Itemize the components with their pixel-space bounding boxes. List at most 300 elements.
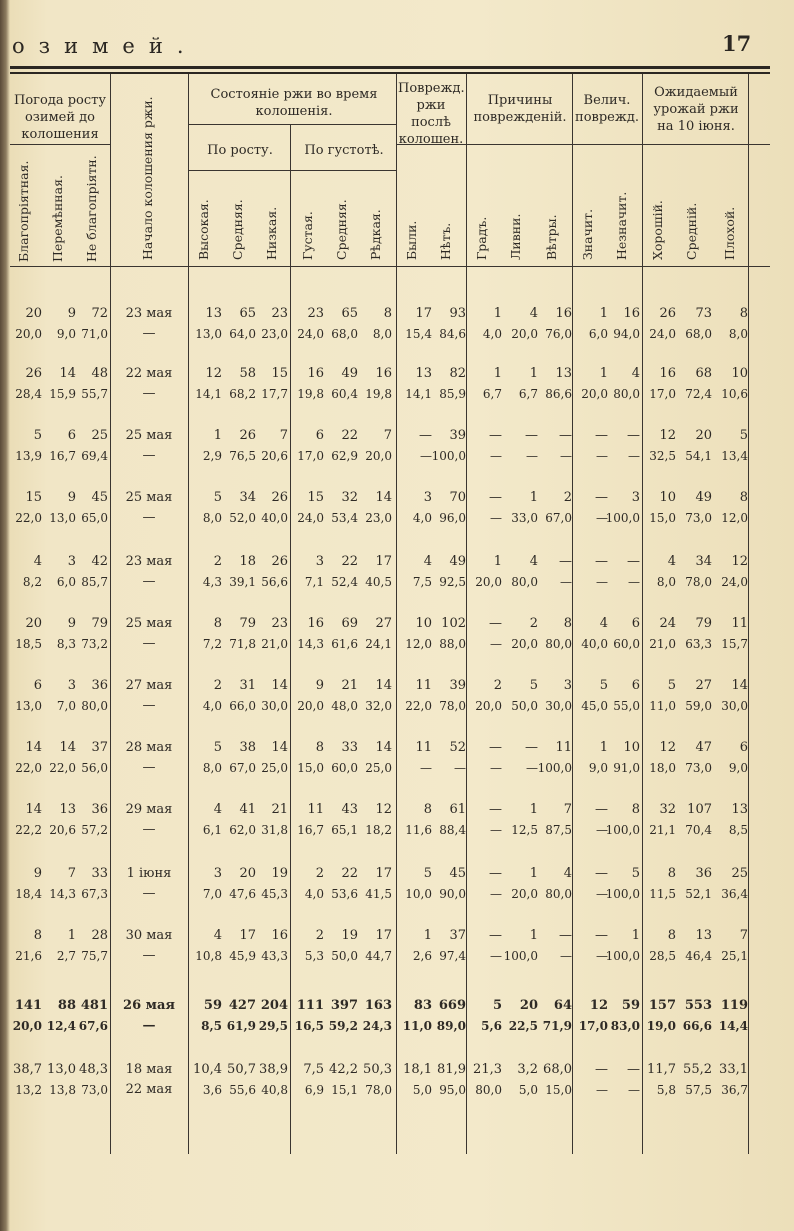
- cell-percent: 15,0: [545, 1083, 572, 1097]
- table-cell: [68, 1052, 108, 1108]
- cell-count: 11: [731, 616, 748, 631]
- cell-percent: 20,0: [581, 387, 608, 401]
- cell-percent: 8,0: [202, 511, 222, 525]
- table-cell: [68, 668, 108, 724]
- table-cell: [352, 606, 392, 662]
- cell-count: 1: [67, 928, 76, 943]
- cell-percent: 21,0: [649, 637, 676, 651]
- cell-percent: 71,9: [542, 1019, 572, 1033]
- date-cell: [112, 730, 186, 786]
- cell-count: 4: [213, 802, 222, 817]
- table-cell: [636, 606, 676, 662]
- table-cell: [68, 296, 108, 352]
- cell-count: 481: [80, 998, 108, 1013]
- cell-count: —: [595, 866, 608, 881]
- cell-percent: 16,5: [294, 1019, 324, 1033]
- cell-count: 15: [271, 366, 288, 381]
- cell-count: 17: [415, 306, 432, 321]
- date-cell: [112, 792, 186, 848]
- cell-count: 52: [449, 740, 466, 755]
- cell-percent: 45,9: [229, 949, 256, 963]
- cell-percent: 5,6: [481, 1019, 502, 1033]
- cell-count: 11,7: [647, 1062, 676, 1077]
- cell-count: 34: [695, 554, 712, 569]
- table-cell: [352, 418, 392, 474]
- table-cell: [708, 544, 748, 600]
- heading-start-date-secondary: —: [142, 1018, 156, 1033]
- cell-percent: 86,6: [545, 387, 572, 401]
- heading-start-date-secondary: —: [142, 698, 156, 713]
- table-cell: [672, 296, 712, 352]
- heading-start-date: 28 мая: [125, 740, 173, 755]
- cell-count: 14: [59, 366, 76, 381]
- cell-count: 69: [341, 616, 358, 631]
- cell-percent: 66,6: [682, 1019, 712, 1033]
- cell-count: 16: [659, 366, 676, 381]
- cell-percent: 71,0: [81, 327, 108, 341]
- cell-count: 10: [623, 740, 640, 755]
- table-cell: [352, 1052, 392, 1108]
- cell-count: 39: [449, 428, 466, 443]
- cell-percent: 73,0: [685, 761, 712, 775]
- col-header-damage-yes: Были.: [404, 220, 419, 260]
- cell-percent: 45,3: [261, 887, 288, 901]
- cell-count: 2: [315, 928, 324, 943]
- cell-count: 49: [695, 490, 712, 505]
- cell-percent: —: [490, 511, 502, 525]
- cell-count: 553: [684, 998, 712, 1013]
- cell-percent: 24,0: [297, 511, 324, 525]
- cell-percent: —: [560, 949, 572, 963]
- yield-group-header: Ожидаемый урожай ржи на 10 іюня.: [653, 85, 739, 134]
- cell-count: 6: [631, 616, 640, 631]
- table-row: [0, 730, 794, 790]
- table-cell: [68, 356, 108, 412]
- cell-count: 21,3: [473, 1062, 502, 1077]
- cell-count: —: [489, 490, 502, 505]
- cell-percent: 12,5: [511, 823, 538, 837]
- heading-start-date-secondary: —: [142, 636, 156, 651]
- cell-count: 20: [519, 998, 538, 1013]
- cell-count: 13,0: [47, 1062, 76, 1077]
- cell-count: 10: [415, 616, 432, 631]
- cell-percent: 52,4: [331, 575, 358, 589]
- cell-percent: 4,0: [304, 887, 324, 901]
- cell-count: 20: [239, 866, 256, 881]
- table-cell: [672, 356, 712, 412]
- cell-count: —: [489, 928, 502, 943]
- cell-percent: 44,7: [365, 949, 392, 963]
- cell-percent: 80,0: [545, 637, 572, 651]
- cell-percent: 61,6: [331, 637, 358, 651]
- col-header-cause-rain: Ливни.: [508, 213, 523, 260]
- cell-percent: 40,0: [261, 511, 288, 525]
- cell-count: 65: [341, 306, 358, 321]
- cell-percent: 6,9: [304, 1083, 324, 1097]
- cell-percent: 3,6: [202, 1083, 222, 1097]
- cell-percent: 68,0: [331, 327, 358, 341]
- col-header-damage-no: Нѣтъ.: [438, 222, 453, 260]
- heading-start-date: 25 мая: [125, 490, 173, 505]
- table-cell: [68, 730, 108, 786]
- cell-percent: 20,0: [511, 327, 538, 341]
- table-cell: [352, 668, 392, 724]
- cell-percent: 24,0: [297, 327, 324, 341]
- table-cell: [248, 988, 288, 1044]
- table-cell: [426, 668, 466, 724]
- cell-percent: 96,0: [439, 511, 466, 525]
- cell-count: 58: [239, 366, 256, 381]
- cell-count: 1: [529, 366, 538, 381]
- cell-count: 8: [423, 802, 432, 817]
- cell-percent: 80,0: [511, 575, 538, 589]
- table-cell: [352, 988, 392, 1044]
- cell-percent: 20,0: [297, 699, 324, 713]
- cell-count: 5: [529, 678, 538, 693]
- cell-percent: 2,7: [56, 949, 76, 963]
- table-cell: [532, 988, 572, 1044]
- cell-percent: 22,0: [49, 761, 76, 775]
- table-cell: [600, 730, 640, 786]
- table-cell: [600, 544, 640, 600]
- cell-count: 5: [423, 866, 432, 881]
- heading-start-date: 25 мая: [125, 428, 173, 443]
- cell-count: 6: [67, 428, 76, 443]
- cell-count: 23: [307, 306, 324, 321]
- cell-percent: 33,0: [511, 511, 538, 525]
- cell-count: 4: [33, 554, 42, 569]
- table-cell: [248, 792, 288, 848]
- cell-count: 25: [91, 428, 108, 443]
- col-header-growth-high: Высокая.: [196, 199, 211, 260]
- cell-percent: 5,8: [656, 1083, 676, 1097]
- cell-percent: 66,0: [229, 699, 256, 713]
- cell-percent: —: [596, 1083, 608, 1097]
- cell-count: 24: [659, 616, 676, 631]
- table-cell: [68, 606, 108, 662]
- cell-percent: 13,9: [15, 449, 42, 463]
- table-cell: [248, 356, 288, 412]
- cell-count: 22: [341, 554, 358, 569]
- heading-start-date: 22 мая: [125, 366, 173, 381]
- cell-count: 16: [307, 366, 324, 381]
- cell-count: 81,9: [437, 1062, 466, 1077]
- table-cell: [462, 730, 502, 786]
- cell-count: 38: [239, 740, 256, 755]
- heading-start-date: 25 мая: [125, 616, 173, 631]
- heading-start-date: 27 мая: [125, 678, 173, 693]
- cell-count: 17: [375, 554, 392, 569]
- cell-count: 16: [555, 306, 572, 321]
- cell-count: 2: [529, 616, 538, 631]
- cell-percent: 11,0: [402, 1019, 432, 1033]
- cell-count: 38,7: [13, 1062, 42, 1077]
- cell-count: 31: [239, 678, 256, 693]
- cell-count: 11: [555, 740, 572, 755]
- cell-count: —: [595, 490, 608, 505]
- cell-count: 7: [67, 866, 76, 881]
- cell-percent: 91,0: [613, 761, 640, 775]
- cell-count: 23: [271, 306, 288, 321]
- cell-percent: 100,0: [605, 823, 640, 837]
- cell-percent: —: [420, 449, 432, 463]
- cell-count: 37: [91, 740, 108, 755]
- cell-percent: 6,0: [56, 575, 76, 589]
- cell-count: —: [419, 428, 432, 443]
- table-cell: [462, 480, 502, 536]
- cell-count: 13: [555, 366, 572, 381]
- cell-percent: 36,7: [721, 1083, 748, 1097]
- table-cell: [248, 296, 288, 352]
- table-row: [0, 296, 794, 356]
- cell-percent: —: [526, 449, 538, 463]
- cell-count: 3: [563, 678, 572, 693]
- table-cell: [529, 918, 572, 974]
- table-cell: [672, 606, 712, 662]
- cell-count: 5: [33, 428, 42, 443]
- cell-count: 73: [695, 306, 712, 321]
- cell-count: 163: [364, 998, 392, 1013]
- cell-percent: 17,0: [297, 449, 324, 463]
- cell-count: —: [627, 554, 640, 569]
- cell-percent: 94,0: [613, 327, 640, 341]
- cell-percent: 17,7: [261, 387, 288, 401]
- cell-percent: 18,0: [649, 761, 676, 775]
- cell-percent: 6,1: [202, 823, 222, 837]
- cell-count: 8: [631, 802, 640, 817]
- table-row: [0, 418, 794, 478]
- cell-percent: 22,0: [15, 761, 42, 775]
- cell-count: 1: [213, 428, 222, 443]
- cell-percent: 80,0: [81, 699, 108, 713]
- cell-percent: 67,0: [545, 511, 572, 525]
- cell-count: 2: [315, 866, 324, 881]
- cell-percent: —: [490, 637, 502, 651]
- cell-count: 65: [239, 306, 256, 321]
- cell-percent: 22,0: [405, 699, 432, 713]
- cell-percent: 7,1: [304, 575, 324, 589]
- cell-percent: 18,2: [365, 823, 392, 837]
- cell-count: —: [559, 428, 572, 443]
- cell-percent: —: [490, 823, 502, 837]
- cell-percent: 40,0: [581, 637, 608, 651]
- cell-count: 79: [239, 616, 256, 631]
- cell-percent: 21,0: [261, 637, 288, 651]
- cell-percent: 89,0: [436, 1019, 466, 1033]
- table-row: [0, 988, 794, 1048]
- cell-percent: 32,0: [365, 699, 392, 713]
- cell-percent: 73,0: [685, 511, 712, 525]
- col-header-size-major: Значит.: [580, 208, 595, 260]
- table-cell: [529, 668, 572, 724]
- cell-percent: 17,0: [578, 1019, 608, 1033]
- cell-percent: 24,1: [365, 637, 392, 651]
- header-bottom-rule: [10, 266, 770, 267]
- table-cell: [426, 1052, 466, 1108]
- table-cell: [636, 668, 676, 724]
- table-cell: [352, 792, 392, 848]
- cell-percent: 45,0: [581, 699, 608, 713]
- cell-count: 3: [67, 678, 76, 693]
- cell-percent: 62,9: [331, 449, 358, 463]
- table-cell: [600, 668, 640, 724]
- table-cell: [352, 856, 392, 912]
- cell-percent: 8,3: [56, 637, 76, 651]
- cell-percent: 14,1: [405, 387, 432, 401]
- cell-percent: 20,0: [511, 887, 538, 901]
- cell-percent: 76,0: [545, 327, 572, 341]
- cell-count: 14: [375, 490, 392, 505]
- cell-count: 1: [631, 928, 640, 943]
- cell-count: 1: [493, 554, 502, 569]
- cell-count: 70: [449, 490, 466, 505]
- cell-count: 4: [563, 866, 572, 881]
- cell-count: 7: [279, 428, 288, 443]
- cell-percent: 100,0: [605, 949, 640, 963]
- cell-percent: 65,1: [331, 823, 358, 837]
- cell-percent: 15,1: [331, 1083, 358, 1097]
- cell-count: 59: [203, 998, 222, 1013]
- cell-percent: 20,0: [365, 449, 392, 463]
- cell-percent: 7,5: [412, 575, 432, 589]
- table-cell: [672, 792, 712, 848]
- cell-percent: 95,0: [439, 1083, 466, 1097]
- cell-count: 5: [631, 866, 640, 881]
- cell-count: 5: [739, 428, 748, 443]
- cell-percent: 55,6: [229, 1083, 256, 1097]
- cell-percent: 76,5: [229, 449, 256, 463]
- table-cell: [636, 480, 676, 536]
- col-header-weather-good: Благопріятная.: [16, 160, 31, 262]
- cell-percent: 24,3: [362, 1019, 392, 1033]
- table-cell: [68, 544, 108, 600]
- date-cell: [112, 296, 186, 352]
- cell-percent: 11,5: [649, 887, 676, 901]
- heading-start-date: 23 мая: [125, 306, 173, 321]
- cell-count: 4: [631, 366, 640, 381]
- cell-count: 9: [33, 866, 42, 881]
- table-cell: [636, 1052, 676, 1108]
- cell-percent: 59,0: [685, 699, 712, 713]
- table-cell: [352, 544, 392, 600]
- cell-count: 8: [33, 928, 42, 943]
- cell-count: 36: [91, 802, 108, 817]
- cell-percent: —: [560, 575, 572, 589]
- cell-count: 19: [271, 866, 288, 881]
- cell-percent: 67,6: [78, 1019, 108, 1033]
- cell-percent: —: [596, 449, 608, 463]
- cell-percent: 20,6: [261, 449, 288, 463]
- cell-percent: 50,0: [511, 699, 538, 713]
- table-cell: [672, 918, 712, 974]
- cell-percent: 57,5: [685, 1083, 712, 1097]
- table-cell: [672, 730, 712, 786]
- cell-count: 26: [271, 554, 288, 569]
- cell-count: —: [595, 1062, 608, 1077]
- weather-group-header: Погода росту озимей до колошения: [14, 93, 106, 142]
- cell-percent: —: [628, 1083, 640, 1097]
- table-cell: [529, 792, 572, 848]
- table-cell: [426, 730, 466, 786]
- table-cell: [636, 544, 676, 600]
- cell-percent: 68,2: [229, 387, 256, 401]
- heading-start-date-secondary: —: [142, 574, 156, 589]
- cell-count: 1: [529, 802, 538, 817]
- cell-percent: 43,3: [261, 949, 288, 963]
- col-header-cause-wind: Вѣтры.: [544, 214, 559, 260]
- table-cell: [462, 668, 502, 724]
- growth-subrule: [188, 170, 396, 171]
- cell-percent: 80,0: [545, 887, 572, 901]
- cell-count: 1: [529, 866, 538, 881]
- cell-count: 9: [67, 616, 76, 631]
- table-cell: [600, 418, 640, 474]
- cell-percent: 48,0: [331, 699, 358, 713]
- cell-count: 14: [731, 678, 748, 693]
- cell-percent: 31,8: [261, 823, 288, 837]
- table-cell: [636, 856, 676, 912]
- table-cell: [672, 988, 712, 1044]
- cell-percent: 13,8: [49, 1083, 76, 1097]
- cell-count: —: [627, 428, 640, 443]
- table-cell: [68, 988, 108, 1044]
- heading-start-date-secondary: —: [142, 448, 156, 463]
- table-cell: [248, 606, 288, 662]
- cell-count: 18,1: [403, 1062, 432, 1077]
- heading-start-date-secondary: —: [142, 510, 156, 525]
- cell-percent: 15,0: [297, 761, 324, 775]
- cell-count: 27: [695, 678, 712, 693]
- table-cell: [708, 606, 748, 662]
- table-cell: [636, 918, 676, 974]
- heading-start-date-secondary: 22 мая: [125, 1082, 173, 1097]
- cell-count: 157: [648, 998, 676, 1013]
- cell-count: —: [525, 740, 538, 755]
- cell-count: 25: [731, 866, 748, 881]
- cell-percent: 56,0: [81, 761, 108, 775]
- table-cell: [462, 356, 502, 412]
- cell-count: 88: [57, 998, 76, 1013]
- table-cell: [352, 296, 392, 352]
- table-cell: [708, 356, 748, 412]
- table-cell: [426, 606, 466, 662]
- cell-percent: 4,0: [482, 327, 502, 341]
- cell-count: 33: [91, 866, 108, 881]
- cell-count: 8: [563, 616, 572, 631]
- table-cell: [248, 730, 288, 786]
- cell-percent: 29,5: [258, 1019, 288, 1033]
- cell-percent: 87,5: [545, 823, 572, 837]
- table-cell: [462, 296, 502, 352]
- col-header-weather-bad: Не благопріятн.: [84, 155, 99, 262]
- cell-count: 3,2: [517, 1062, 538, 1077]
- cell-percent: 97,4: [439, 949, 466, 963]
- cell-count: 4: [423, 554, 432, 569]
- state-subrule: [188, 124, 396, 125]
- date-cell: [112, 988, 186, 1044]
- table-cell: [600, 480, 640, 536]
- table-cell: [636, 418, 676, 474]
- cell-count: 50,7: [227, 1062, 256, 1077]
- cell-count: 10: [731, 366, 748, 381]
- heading-start-date-secondary: —: [142, 948, 156, 963]
- cell-count: 14: [271, 678, 288, 693]
- cell-percent: 88,0: [439, 637, 466, 651]
- table-cell: [672, 1052, 712, 1108]
- date-cell: [112, 668, 186, 724]
- table-cell: [462, 856, 502, 912]
- table-cell: [532, 418, 572, 474]
